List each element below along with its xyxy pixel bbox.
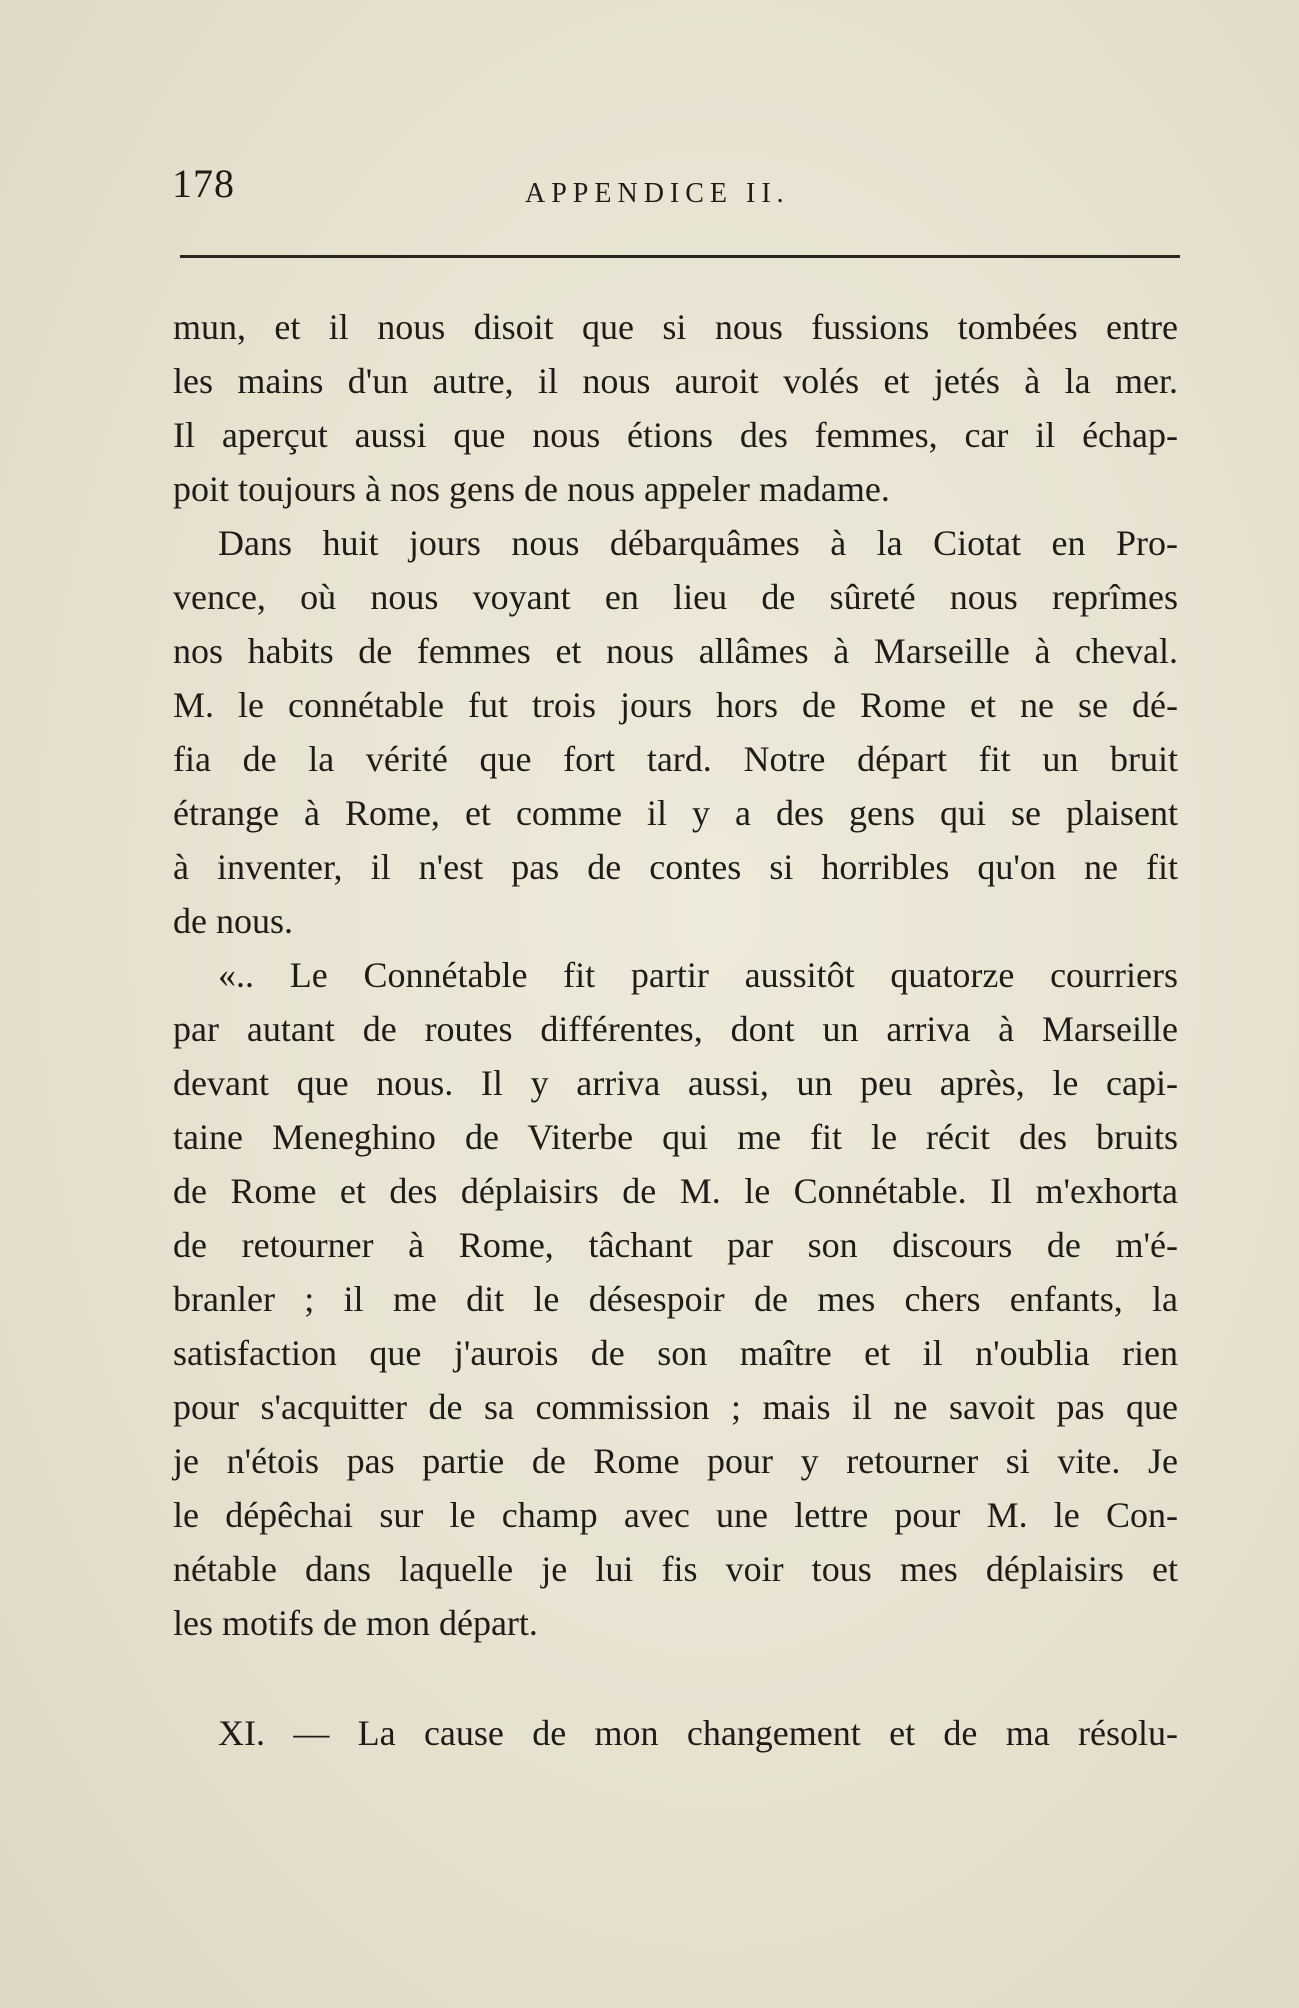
page-number: 178 xyxy=(172,161,235,206)
text-line: satisfaction que j'aurois de son maître et il n'oublia rien xyxy=(173,1333,1178,1373)
paragraph xyxy=(173,948,1178,1650)
text-line: taine Meneghino de Viterbe qui me fit le récit des bruits xyxy=(173,1117,1178,1157)
section-gap xyxy=(173,1650,1178,1706)
text-line: étrange à Rome, et comme il y a des gens qui se plaisent xyxy=(173,793,1178,833)
body-text xyxy=(173,300,1178,1760)
paragraph xyxy=(173,1706,1178,1760)
text-line: «.. Le Connétable fit partir aussitôt quatorze courriers xyxy=(218,955,1178,995)
text-line: les mains d'un autre, il nous auroit volés et jetés à la mer. xyxy=(173,361,1178,401)
text-line: par autant de routes différentes, dont un arriva à Marseille xyxy=(173,1009,1178,1049)
header-rule xyxy=(180,255,1180,258)
paragraph xyxy=(173,300,1178,516)
running-title: APPENDICE II. xyxy=(525,178,790,209)
text-line: devant que nous. Il y arriva aussi, un peu après, le capi- xyxy=(173,1063,1178,1103)
text-line: M. le connétable fut trois jours hors de Rome et ne se dé- xyxy=(173,685,1178,725)
text-line: Dans huit jours nous débarquâmes à la Ciotat en Pro- xyxy=(218,523,1178,563)
text-line: poit toujours à nos gens de nous appeler madame. xyxy=(173,469,890,509)
text-line: mun, et il nous disoit que si nous fussions tombées entre xyxy=(173,307,1178,347)
text-line: de nous. xyxy=(173,901,293,941)
text-line: nos habits de femmes et nous allâmes à Marseille à cheval. xyxy=(173,631,1178,671)
text-line: à inventer, il n'est pas de contes si horribles qu'on ne fit xyxy=(173,847,1178,887)
text-line: fia de la vérité que fort tard. Notre départ fit un bruit xyxy=(173,739,1178,779)
text-line: pour s'acquitter de sa commission ; mais il ne savoit pas que xyxy=(173,1387,1178,1427)
text-line: branler ; il me dit le désespoir de mes chers enfants, la xyxy=(173,1279,1178,1319)
paragraph xyxy=(173,516,1178,948)
text-line: je n'étois pas partie de Rome pour y retourner si vite. Je xyxy=(173,1441,1178,1481)
text-line: de Rome et des déplaisirs de M. le Connétable. Il m'exhorta xyxy=(173,1171,1178,1211)
text-line: de retourner à Rome, tâchant par son discours de m'é- xyxy=(173,1225,1178,1265)
text-line: XI. — La cause de mon changement et de ma résolu- xyxy=(218,1713,1178,1753)
text-line: le dépêchai sur le champ avec une lettre pour M. le Con- xyxy=(173,1495,1178,1535)
text-line: les motifs de mon départ. xyxy=(173,1603,538,1643)
text-line: nétable dans laquelle je lui fis voir tous mes déplaisirs et xyxy=(173,1549,1178,1589)
text-line: Il aperçut aussi que nous étions des femmes, car il échap- xyxy=(173,415,1178,455)
text-line: vence, où nous voyant en lieu de sûreté nous reprîmes xyxy=(173,577,1178,617)
